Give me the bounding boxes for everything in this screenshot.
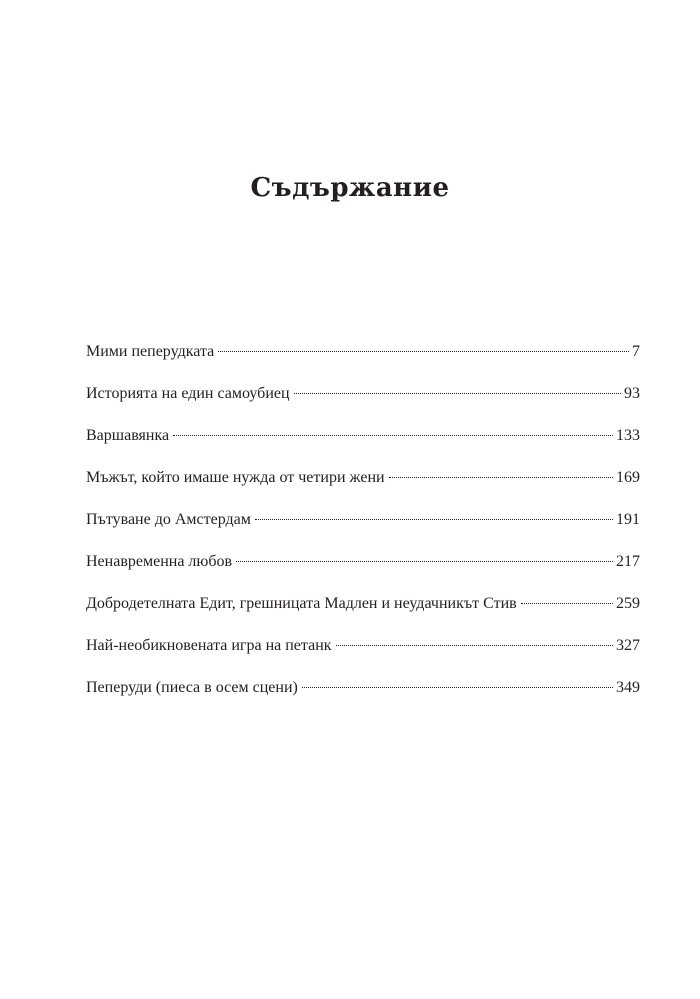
toc-page-number: 191 — [616, 511, 640, 528]
toc-page-number: 259 — [616, 595, 640, 612]
toc-page-number: 327 — [616, 637, 640, 654]
toc-page-number: 349 — [616, 679, 640, 696]
table-of-contents — [86, 339, 640, 717]
toc-entry — [86, 675, 640, 717]
dot-leader — [336, 645, 613, 646]
toc-entry-title: Мъжът, който имаше нужда от четири жени — [86, 469, 385, 486]
toc-entry — [86, 465, 640, 507]
toc-entry-title: Пътуване до Амстердам — [86, 511, 251, 528]
toc-entry-title: Историята на един самоубиец — [86, 385, 290, 402]
dot-leader — [294, 393, 621, 394]
toc-entry-title: Ненавременна любов — [86, 553, 233, 570]
toc-page-number: 93 — [624, 385, 640, 402]
dot-leader — [255, 519, 613, 520]
toc-entry — [86, 423, 640, 465]
toc-entry — [86, 633, 640, 675]
page-title: Съдържание — [250, 173, 450, 203]
toc-entry — [86, 381, 640, 423]
toc-entry-title: Добродетелната Едит, грешницата Мадлен и неудачникът Стив — [86, 595, 517, 612]
toc-entry — [86, 507, 640, 549]
toc-page-number: 217 — [616, 553, 640, 570]
dot-leader — [521, 603, 613, 604]
dot-leader — [173, 435, 613, 436]
toc-entry-title: Мими пеперудката — [86, 343, 215, 360]
toc-page-number: 7 — [632, 343, 640, 360]
toc-entry-title: Най-необикновената игра на петанк — [86, 637, 332, 654]
toc-page-number: 169 — [616, 469, 640, 486]
dot-leader — [302, 687, 613, 688]
dot-leader — [389, 477, 613, 478]
toc-page-number: 133 — [616, 427, 640, 444]
toc-entry-title: Пеперуди (пиеса в осем сцени) — [86, 679, 298, 696]
dot-leader — [236, 561, 613, 562]
toc-entry-title: Варшавянка — [86, 427, 170, 444]
toc-entry — [86, 339, 640, 381]
toc-entry — [86, 549, 640, 591]
toc-entry — [86, 591, 640, 633]
dot-leader — [218, 351, 629, 352]
